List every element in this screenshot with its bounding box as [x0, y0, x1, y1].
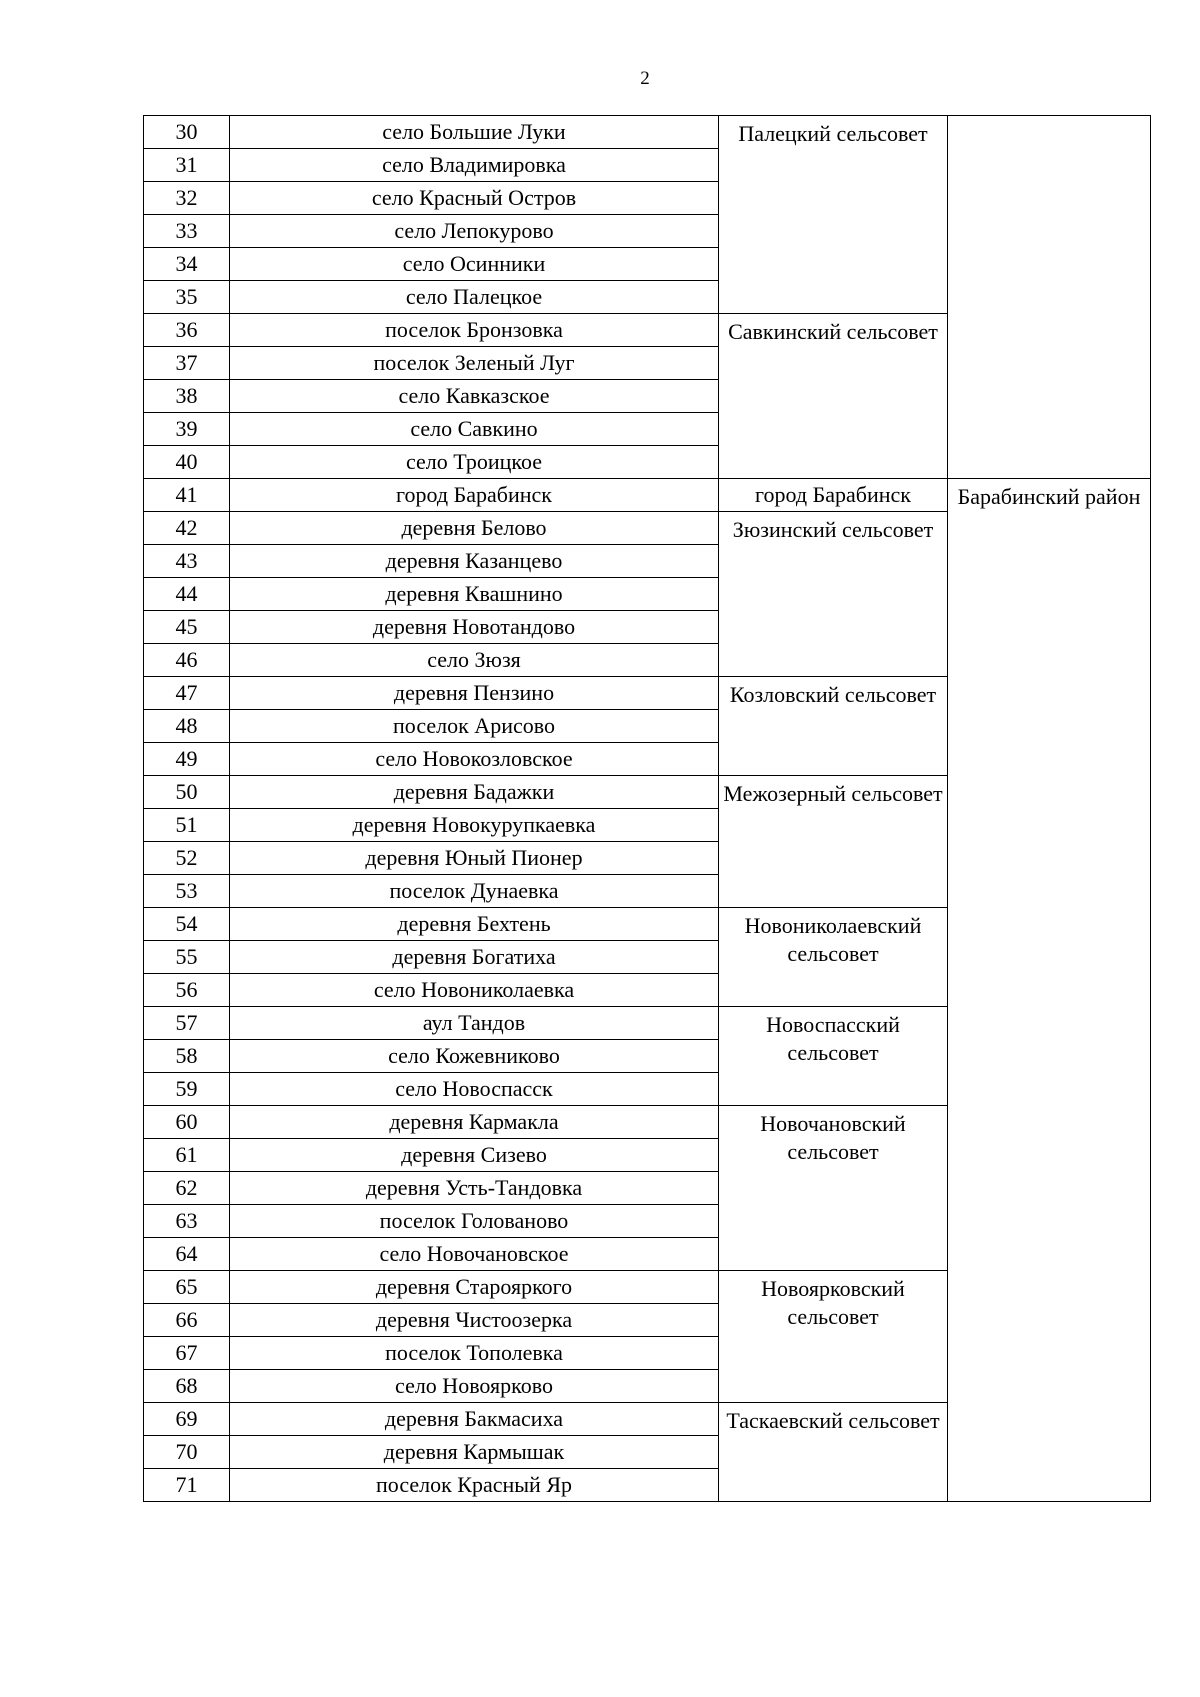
council-name: Зюзинский сельсовет [719, 512, 948, 677]
council-name: Межозерный сельсовет [719, 776, 948, 908]
row-number: 46 [144, 644, 230, 677]
settlement-name: село Палецкое [230, 281, 719, 314]
row-number: 68 [144, 1370, 230, 1403]
settlement-name: поселок Бронзовка [230, 314, 719, 347]
settlement-name: деревня Усть-Тандовка [230, 1172, 719, 1205]
council-name: Таскаевский сельсовет [719, 1403, 948, 1502]
settlement-name: село Троицкое [230, 446, 719, 479]
settlement-name: город Барабинск [230, 479, 719, 512]
settlement-name: село Лепокурово [230, 215, 719, 248]
row-number: 61 [144, 1139, 230, 1172]
settlement-name: село Кавказское [230, 380, 719, 413]
row-number: 51 [144, 809, 230, 842]
row-number: 70 [144, 1436, 230, 1469]
page-number: 2 [640, 68, 650, 89]
row-number: 55 [144, 941, 230, 974]
settlement-name: село Большие Луки [230, 116, 719, 149]
row-number: 31 [144, 149, 230, 182]
council-name: Палецкий сельсовет [719, 116, 948, 314]
settlement-name: деревня Чистоозерка [230, 1304, 719, 1337]
row-number: 40 [144, 446, 230, 479]
settlement-name: аул Тандов [230, 1007, 719, 1040]
row-number: 58 [144, 1040, 230, 1073]
row-number: 65 [144, 1271, 230, 1304]
row-number: 30 [144, 116, 230, 149]
council-name: Новоспасский сельсовет [719, 1007, 948, 1106]
settlement-name: деревня Юный Пионер [230, 842, 719, 875]
council-name: Новониколаевский сельсовет [719, 908, 948, 1007]
settlement-name: деревня Бадажки [230, 776, 719, 809]
row-number: 44 [144, 578, 230, 611]
row-number: 34 [144, 248, 230, 281]
row-number: 36 [144, 314, 230, 347]
council-name: город Барабинск [719, 479, 948, 512]
settlement-name: деревня Бакмасиха [230, 1403, 719, 1436]
row-number: 53 [144, 875, 230, 908]
district-name: Барабинский район [948, 479, 1151, 1502]
row-number: 47 [144, 677, 230, 710]
row-number: 69 [144, 1403, 230, 1436]
settlement-name: поселок Зеленый Луг [230, 347, 719, 380]
row-number: 62 [144, 1172, 230, 1205]
settlement-name: село Владимировка [230, 149, 719, 182]
row-number: 42 [144, 512, 230, 545]
table-row [144, 116, 1151, 149]
row-number: 52 [144, 842, 230, 875]
row-number: 39 [144, 413, 230, 446]
council-name: Козловский сельсовет [719, 677, 948, 776]
settlement-name: поселок Тополевка [230, 1337, 719, 1370]
settlement-name: деревня Кармакла [230, 1106, 719, 1139]
row-number: 71 [144, 1469, 230, 1502]
row-number: 48 [144, 710, 230, 743]
row-number: 38 [144, 380, 230, 413]
settlement-name: деревня Новотандово [230, 611, 719, 644]
row-number: 59 [144, 1073, 230, 1106]
settlement-name: деревня Пензино [230, 677, 719, 710]
settlement-name: село Кожевниково [230, 1040, 719, 1073]
table-body [144, 116, 1151, 1502]
settlement-name: село Новониколаевка [230, 974, 719, 1007]
settlement-name: село Новоярково [230, 1370, 719, 1403]
row-number: 67 [144, 1337, 230, 1370]
row-number: 35 [144, 281, 230, 314]
district-name-empty [948, 116, 1151, 479]
settlement-name: деревня Квашнино [230, 578, 719, 611]
settlements-table [143, 115, 1151, 1502]
settlement-name: деревня Богатиха [230, 941, 719, 974]
settlement-name: село Савкино [230, 413, 719, 446]
row-number: 66 [144, 1304, 230, 1337]
row-number: 33 [144, 215, 230, 248]
settlement-name: деревня Старояркого [230, 1271, 719, 1304]
row-number: 63 [144, 1205, 230, 1238]
row-number: 37 [144, 347, 230, 380]
row-number: 43 [144, 545, 230, 578]
settlement-name: село Осинники [230, 248, 719, 281]
row-number: 56 [144, 974, 230, 1007]
settlement-name: село Зюзя [230, 644, 719, 677]
council-name: Новоярковский сельсовет [719, 1271, 948, 1403]
row-number: 45 [144, 611, 230, 644]
settlement-name: деревня Казанцево [230, 545, 719, 578]
row-number: 32 [144, 182, 230, 215]
table-row [144, 479, 1151, 512]
council-name: Новочановский сельсовет [719, 1106, 948, 1271]
row-number: 57 [144, 1007, 230, 1040]
council-name: Савкинский сельсовет [719, 314, 948, 479]
settlement-name: деревня Новокурупкаевка [230, 809, 719, 842]
row-number: 54 [144, 908, 230, 941]
settlement-name: поселок Красный Яр [230, 1469, 719, 1502]
settlement-name: деревня Кармышак [230, 1436, 719, 1469]
settlement-name: деревня Белово [230, 512, 719, 545]
row-number: 60 [144, 1106, 230, 1139]
settlement-name: село Красный Остров [230, 182, 719, 215]
row-number: 41 [144, 479, 230, 512]
row-number: 50 [144, 776, 230, 809]
settlement-name: деревня Сизево [230, 1139, 719, 1172]
settlement-name: деревня Бехтень [230, 908, 719, 941]
settlement-name: поселок Голованово [230, 1205, 719, 1238]
settlement-name: село Новочановское [230, 1238, 719, 1271]
settlement-name: село Новоспасск [230, 1073, 719, 1106]
settlement-name: поселок Дунаевка [230, 875, 719, 908]
settlement-name: поселок Арисово [230, 710, 719, 743]
settlement-name: село Новокозловское [230, 743, 719, 776]
row-number: 49 [144, 743, 230, 776]
row-number: 64 [144, 1238, 230, 1271]
